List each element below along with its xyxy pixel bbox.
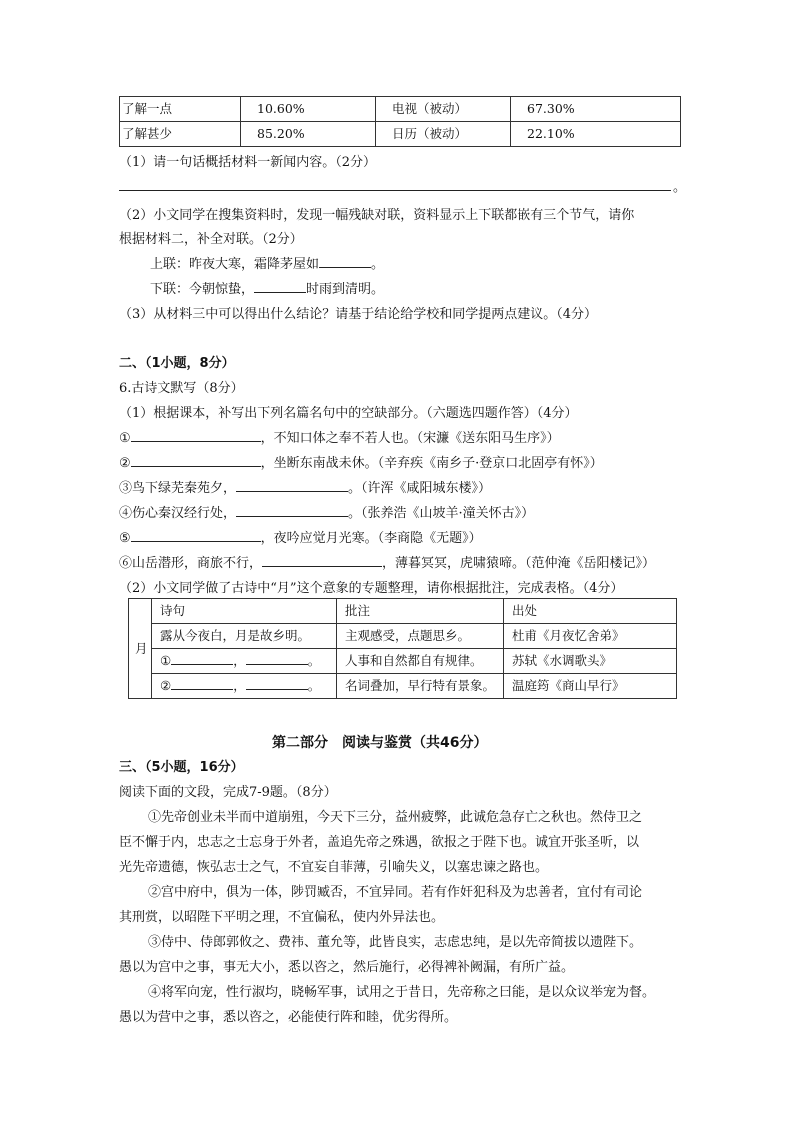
question-3: （3）从材料三中可以得出什么结论？请基于结论给学校和同学提两点建议。（4分） bbox=[119, 307, 598, 322]
table-cell: 了解一点 bbox=[120, 97, 241, 122]
fill-blank[interactable] bbox=[171, 677, 233, 690]
table-cell: 电视（被动） bbox=[376, 97, 511, 122]
item-number: ② bbox=[160, 678, 172, 693]
survey-table bbox=[119, 96, 681, 147]
poem-text: ① bbox=[119, 431, 131, 446]
fill-blank[interactable] bbox=[236, 479, 348, 492]
passage-line: 愚以为营中之事，悉以咨之，必能使行阵和睦，优劣得所。 bbox=[119, 1010, 458, 1025]
table-cell: 67.30% bbox=[511, 97, 681, 122]
table-cell bbox=[152, 649, 337, 674]
table-header: 诗句 bbox=[152, 599, 337, 624]
poem-text: 。（许浑《咸阳城东楼》） bbox=[348, 481, 492, 496]
question-6-1: （1）根据课本，补写出下列名篇名句中的空缺部分。（六题选四题作答）（4分） bbox=[119, 406, 578, 421]
fill-blank[interactable] bbox=[131, 529, 261, 542]
passage-line: 光先帝遗德，恢弘志士之气，不宜妄自菲薄，引喻失义，以塞忠谏之路也。 bbox=[119, 860, 549, 875]
table-cell: 85.20% bbox=[241, 122, 376, 147]
poem-text: ，夜吟应觉月光寒。（李商隐《无题》） bbox=[260, 531, 482, 546]
table-header: 出处 bbox=[504, 599, 677, 624]
passage-line: 其刑赏，以昭陛下平明之理，不宜偏私，使内外异法也。 bbox=[119, 910, 445, 925]
part-2-title: 第二部分 阅读与鉴赏（共46分） bbox=[272, 735, 488, 751]
fill-blank[interactable] bbox=[254, 280, 306, 293]
poem-item bbox=[119, 477, 491, 496]
poem-item bbox=[119, 452, 603, 471]
row-label: 月 bbox=[129, 599, 152, 699]
table-cell: 杜甫《月夜忆舍弟》 bbox=[504, 624, 677, 649]
passage-line: 臣不懈于内，忠志之士忘身于外者，盖追先帝之殊遇，欲报之于陛下也。诚宜开张圣听，以 bbox=[119, 835, 640, 850]
couplet-upper-text: 上联：昨夜大寒，霜降茅屋如 bbox=[150, 257, 320, 272]
question-1: （1）请一句话概括材料一新闻内容。（2分） bbox=[119, 155, 377, 170]
answer-line[interactable] bbox=[119, 190, 671, 191]
fill-blank[interactable] bbox=[246, 652, 308, 665]
poem-text: 。（张养浩《山坡羊·潼关怀古》） bbox=[348, 506, 535, 521]
fill-blank[interactable] bbox=[131, 454, 261, 467]
poem-item bbox=[119, 552, 655, 571]
poem-item bbox=[119, 427, 560, 446]
table-row bbox=[129, 599, 677, 624]
section-2-title: 二、（1小题，8分） bbox=[119, 356, 235, 371]
question-6-2: （2）小文同学做了古诗中“月”这个意象的专题整理，请你根据批注，完成表格。（4分） bbox=[119, 581, 624, 596]
table-cell bbox=[152, 674, 337, 699]
question-2-line1: （2）小文同学在搜集资料时，发现一幅残缺对联，资料显示上下联都嵌有三个节气，请你 bbox=[119, 208, 635, 223]
table-cell: 苏轼《水调歌头》 bbox=[504, 649, 677, 674]
punct: 。 bbox=[307, 653, 321, 668]
question-6-title: 6.古诗文默写（8分） bbox=[119, 381, 244, 396]
table-row bbox=[120, 97, 681, 122]
section-3-title: 三、（5小题，16分） bbox=[119, 760, 244, 775]
punct: 。 bbox=[371, 257, 385, 272]
table-header: 批注 bbox=[337, 599, 504, 624]
poem-item bbox=[119, 527, 482, 546]
poem-text: ，不知口体之奉不若人也。（宋濂《送东阳马生序》） bbox=[260, 431, 560, 446]
table-cell: 了解甚少 bbox=[120, 122, 241, 147]
passage-line: ①先帝创业未半而中道崩殂，今天下三分，益州疲弊，此诚危急存亡之秋也。然侍卫之 bbox=[148, 810, 643, 825]
fill-blank[interactable] bbox=[246, 677, 308, 690]
punct: ， bbox=[233, 653, 246, 668]
table-row bbox=[129, 624, 677, 649]
poem-text: ，坐断东南战未休。（辛弃疾《南乡子·登京口北固亭有怀》） bbox=[260, 456, 603, 471]
table-cell: 温庭筠《商山早行》 bbox=[504, 674, 677, 699]
fill-blank[interactable] bbox=[319, 255, 371, 268]
fill-blank[interactable] bbox=[131, 429, 261, 442]
fill-blank[interactable] bbox=[262, 554, 382, 567]
poem-text: ③鸟下绿芜秦苑夕， bbox=[119, 481, 237, 496]
question-2-line2: 根据材料二，补全对联。（2分） bbox=[119, 232, 303, 247]
passage-line: ②宫中府中，俱为一体，陟罚臧否，不宜异同。若有作奸犯科及为忠善者，宜付有司论 bbox=[148, 885, 643, 900]
fill-blank[interactable] bbox=[236, 504, 348, 517]
couplet-lower bbox=[150, 278, 384, 297]
passage-line: ③侍中、侍郎郭攸之、费祎、董允等，此皆良实，志虑忠纯，是以先帝简拔以遗陛下。 bbox=[148, 935, 643, 950]
poem-text: ⑤ bbox=[119, 531, 131, 546]
table-row bbox=[129, 674, 677, 699]
table-cell: 22.10% bbox=[511, 122, 681, 147]
table-cell: 10.60% bbox=[241, 97, 376, 122]
poem-text: ，薄暮冥冥，虎啸猿啼。（范仲淹《岳阳楼记》） bbox=[382, 556, 656, 571]
table-cell: 人事和自然都自有规律。 bbox=[337, 649, 504, 674]
poem-item bbox=[119, 502, 534, 521]
table-cell: 露从今夜白，月是故乡明。 bbox=[152, 624, 337, 649]
table-row bbox=[129, 649, 677, 674]
passage-line: ④将军向宠，性行淑均，晓畅军事，试用之于昔日，先帝称之曰能，是以众议举宠为督。 bbox=[148, 985, 656, 1000]
fill-blank[interactable] bbox=[171, 652, 233, 665]
item-number: ① bbox=[160, 653, 172, 668]
reading-intro: 阅读下面的文段，完成7-9题。（8分） bbox=[119, 785, 337, 800]
punct: ， bbox=[233, 678, 246, 693]
couplet-upper bbox=[150, 253, 384, 272]
answer-period: 。 bbox=[673, 180, 687, 195]
poem-text: ④伤心秦汉经行处， bbox=[119, 506, 237, 521]
table-cell: 名词叠加，早行特有景象。 bbox=[337, 674, 504, 699]
moon-table bbox=[128, 598, 677, 699]
poem-text: ⑥山岳潜形，商旅不行， bbox=[119, 556, 263, 571]
table-row bbox=[120, 122, 681, 147]
couplet-lower-tail: 时雨到清明。 bbox=[306, 282, 385, 297]
couplet-lower-text: 下联：今朝惊蛰， bbox=[150, 282, 255, 297]
table-cell: 主观感受，点题思乡。 bbox=[337, 624, 504, 649]
passage-line: 愚以为宫中之事，事无大小，悉以咨之，然后施行，必得裨补阙漏，有所广益。 bbox=[119, 960, 575, 975]
table-cell: 日历（被动） bbox=[376, 122, 511, 147]
punct: 。 bbox=[307, 678, 321, 693]
poem-text: ② bbox=[119, 456, 131, 471]
